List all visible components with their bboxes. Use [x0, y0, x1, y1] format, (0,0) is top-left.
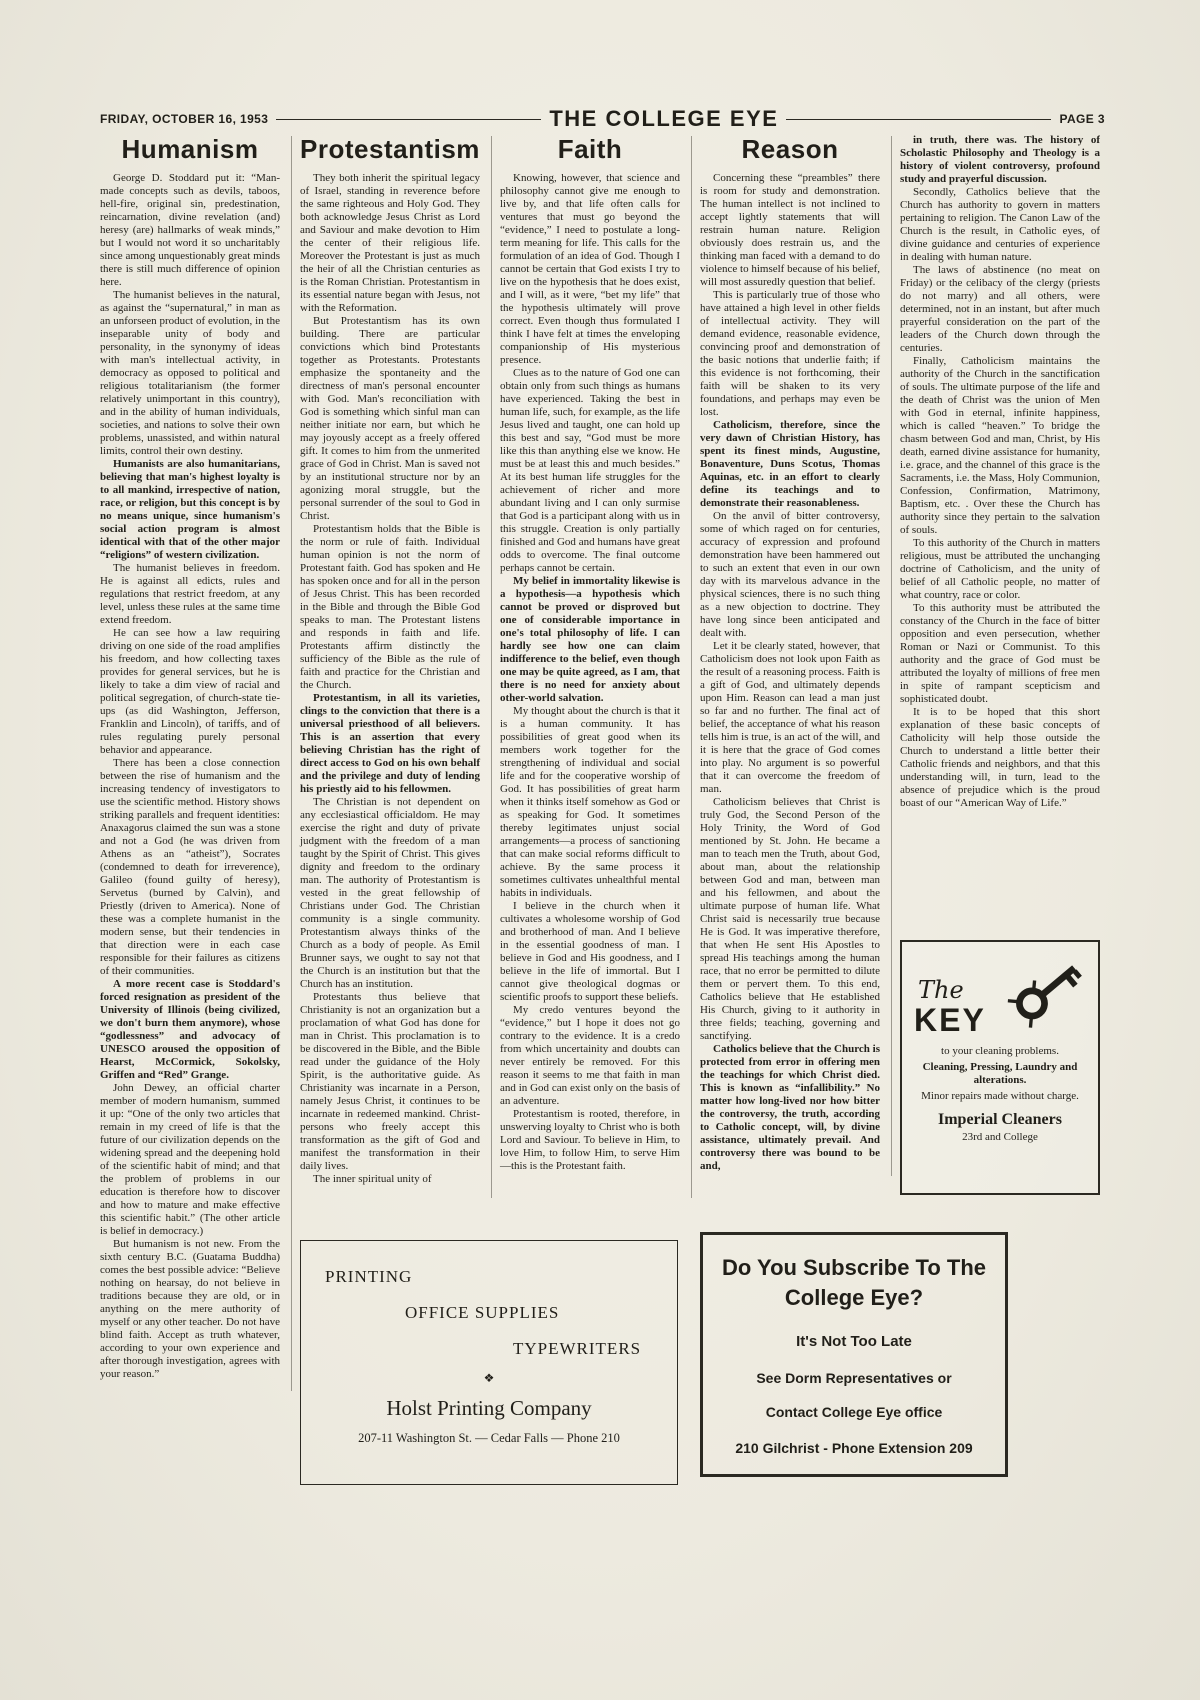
- diamond-ornament-icon: ❖: [483, 1371, 495, 1385]
- article-paragraph: John Dewey, an official charter member of modern humanism, summed it up: “One of the only two articles that remain in my creed of life is that the future of our civilization depends on the widening spread and the deepening hold of the scientific habit of mind; and that the problem of problems in our education is therefore how to discover and how to mature and make effective this scientific habit.” (The other article is belief in democracy.): [100, 1082, 280, 1237]
- article-paragraph: Protestants thus believe that Christianity is not an organization but a proclamation of what God has done for man in Christ. This proclamation is to be discovered in the Bible, and the Bible read under the guidance of the Holy Spirit, is the authoritative guide. As Christianity was incarnate in a Person, namely Jesus Christ, it continues to be incarnate in redeemed mankind. Christ-persons who freely accept this transformation as the gift of God and manifest the transformation in their daily lives.: [300, 991, 480, 1172]
- subscribe-ad-line: It's Not Too Late: [796, 1333, 912, 1350]
- column-divider-rule: [691, 136, 692, 1198]
- cleaners-ad-name: Imperial Cleaners: [938, 1111, 1062, 1128]
- article-paragraph: Catholicism believes that Christ is truly God, the Second Person of the Holy Trinity, the Word of God mentioned by St. John. He became a man to teach men the Truth, about God, about man, about the relationship between God and man, between man and his fellowmen, and about the ultimate purpose of human life. What Christ said is necessarily true because He is God. It was imperative therefore, that when He sent His Apostles to spread His teachings among the human race, that no error be permitted to dilute them or pervert them. To this end, Catholics believe that He established His Church, giving to it authority in three fields; teaching, governing and sanctifying.: [700, 796, 880, 1042]
- subscribe-ad-line: Contact College Eye office: [765, 1404, 943, 1420]
- article-paragraph: Knowing, however, that science and philosophy cannot give me enough to live by, and that life often calls for ventures that must go beyond the “evidence,” I need to postulate a long-term meaning for life. This calls for the formulation of an idea of God. Though I cannot be certain that God exists I try to live on the hypothesis that he does exist, and I will, as it were, “bet my life” that the hypothesis ultimately will prove correct. Even though thus formulated I think I have felt at times the enveloping companionship of His mysterious presence.: [500, 172, 680, 366]
- article-paragraph: The inner spiritual unity of: [313, 1173, 432, 1185]
- article-column-protestantism: [300, 134, 480, 1186]
- cleaners-ad-key: KEY: [914, 1002, 986, 1038]
- key-icon: [1002, 944, 1094, 1036]
- article-headline: Protestantism: [300, 134, 480, 164]
- subscribe-ad-line: College Eye?: [784, 1285, 924, 1310]
- article-paragraph: Secondly, Catholics believe that the Church has authority to govern in matters pertaining to religion. The Canon Law of the Church is the result, in Catholic eyes, of divine guidance and centuries of experience in dealing with human nature.: [900, 186, 1100, 263]
- subscribe-ad: [700, 1232, 1008, 1477]
- article-column-continuation: [900, 134, 1100, 934]
- column-divider-rule: [891, 136, 892, 1176]
- article-paragraph: The laws of abstinence (no meat on Friday) or the celibacy of the clergy (priests do not marry) and all others, were determined, not in an instant, but after much prayerful consideration on the part of the leaders of the Church down through the centuries.: [900, 264, 1100, 354]
- imperial-cleaners-ad: [900, 940, 1100, 1195]
- article-paragraph: It is to be hoped that this short explanation of these basic concepts of Catholicity will help those outside the Church to understand a little better their Catholic friends and neighbors, and that this understanding will, in turn, lead to the absence of prejudice which is the proud boast of our “American Way of Life.”: [900, 706, 1100, 809]
- article-paragraph: A more recent case is Stoddard's forced resignation as president of the University of Illinois (being civilized, we don't burn them anymore), whose “godlessness” and advocacy of UNESCO aroused the opposition of Hearst, McCormick, Sokolsky, Griffen and “Red” Grange.: [100, 978, 280, 1081]
- holst-printing-ad: [300, 1240, 678, 1485]
- subscribe-ad-line: 210 Gilchrist - Phone Extension 209: [735, 1440, 973, 1456]
- article-paragraph: Concerning these “preambles” there is room for study and demonstration. The human intellect is not inclined to accept lightly statements that will restrain human nature. Religion obviously does restrain us, and the thinking man faced with a demand to do violence to himself because of his belief, will most assuredly question that belief.: [700, 172, 880, 288]
- article-paragraph: Finally, Catholicism maintains the authority of the Church in the sanctification of souls. The ultimate purpose of the life and the death of Christ was the union of Men with God in eternal, infinite happiness, which is called “heaven.” To bridge the chasm between God and man, Christ, by His death, earned divine assistance for humanity, i.e. grace, and the channel of this grace is the Sacraments, i.e. the Mass, Holy Communion, Confession, Confirmation, Matrimony, Baptism, etc. . Over these the Church has authority since they pertain to the salvation of souls.: [900, 355, 1100, 536]
- subscribe-ad-line: See Dorm Representatives or: [756, 1370, 952, 1386]
- column-divider-rule: [291, 136, 292, 1391]
- article-paragraph: Humanists are also humanitarians, believing that man's highest loyalty is to all mankind, irrespective of nation, race, or religion, but this concept is by no means unique, since humanism's social action program is almost identical with that of the other major “religions” of western civilization.: [100, 458, 280, 561]
- article-paragraph: My belief in immortality likewise is a hypothesis—a hypothesis which cannot be proved or disproved but one of considerable importance in one's total philosophy of life. I can hardly see how one can claim indifference to the belief, even though one may be quite agreed, as I am, that there is no need for anxiety about other-world salvation.: [500, 575, 680, 704]
- article-paragraph: The humanist believes in the natural, as against the “supernatural,” in man as an unforseen product of evolution, in the inseparable unity of body and personality, in the synonymy of ideas with man's intellectual activity, in democracy as opposed to political and religious totalitarianism (the former relatively unimportant in this country), and in the ability of human individuals, societies, and nations to solve their own problems, unassisted, and within natural limits, control their own destiny.: [100, 289, 280, 457]
- article-paragraph: The humanist believes in freedom. He is against all edicts, rules and regulations that restrict freedom, at any level, unless these rules at the same time extend freedom.: [100, 562, 280, 626]
- article-headline: Reason: [741, 134, 839, 164]
- article-paragraph: Protestantism, in all its varieties, clings to the conviction that there is a universal priesthood of all believers. This is an assertion that every believing Christian has the right of direct access to God on his own behalf and the privilege and duty of lending his priestly aid to his fellowmen.: [300, 692, 480, 795]
- article-paragraph: But humanism is not new. From the sixth century B.C. (Guatama Buddha) comes the best possible advice: “Believe nothing on hearsay, do not believe in traditions because they are old, or in anything on the mere authority of myself or any other teacher. Do not have blind faith. Accept as truth whatever, according to your own experience and after thorough investigation, agrees with your reason.”: [100, 1238, 280, 1380]
- printing-ad-company: Holst Printing Company: [386, 1396, 592, 1420]
- article-paragraph: Protestantism holds that the Bible is the norm or rule of faith. Individual human opinion is not the norm of Protestant faith. God has spoken and He has spoken once and for all in the person of Jesus Christ. This has been recorded in the Bible and through the Bible God speaks to man. The Protestant listens and responds in faith and life. Protestants affirm distinctly the sufficiency of the Bible as the rule of faith and practice for the Christian and the Church.: [300, 523, 480, 691]
- cleaners-ad-line: Minor repairs made without charge.: [921, 1090, 1079, 1102]
- article-paragraph: Catholicism, therefore, since the very dawn of Christian History, has spent its finest minds, Augustine, Bonaventure, Duns Scotus, Thomas Aquinas, etc. in an effort to clearly define its teachings and to demonstrate their reasonableness.: [700, 419, 880, 509]
- header-rule-right: [786, 119, 1051, 120]
- article-paragraph: To this authority of the Church in matters religious, must be attributed the unchanging doctrine of Catholicism, and the unity of belief of all Catholic people, no matter of what country, race or color.: [900, 537, 1100, 601]
- page-date: FRIDAY, OCTOBER 16, 1953: [100, 112, 269, 126]
- cleaners-ad-address: 23rd and College: [962, 1131, 1038, 1143]
- page-header: [100, 106, 1105, 132]
- article-paragraph: He can see how a law requiring driving on one side of the road amplifies his freedom, and how collecting taxes provides for general services, but he is likely to take a dim view of racial and political segregation, of church-state tie-ups (as did Washington, Jefferson, Franklin and Lincoln), of tariffs, and of rules regulating purely personal behavior and appearance.: [100, 627, 280, 756]
- printing-ad-address: 207-11 Washington St. — Cedar Falls — Phone 210: [358, 1431, 620, 1445]
- article-headline: Humanism: [121, 134, 259, 164]
- article-paragraph: in truth, there was. The history of Scholastic Philosophy and Theology is a history of violent controversy, profound study and prayerful discussion.: [900, 134, 1100, 185]
- cleaners-ad-line: Cleaning, Pressing, Laundry and alterations.: [922, 1061, 1078, 1086]
- header-rule-left: [276, 119, 541, 120]
- key-artwork: [902, 942, 1098, 1042]
- article-paragraph: George D. Stoddard put it: “Man-made concepts such as devils, taboos, hell-fire, original sin, predestination, reincarnation, divine revelation (and) heresy (are) hallmarks of weak minds,” but I would not word it so uncharitably since among unquestionably great minds there is still much difference of opinion here.: [100, 172, 280, 288]
- article-column-humanism: [100, 134, 280, 1381]
- article-paragraph: My credo ventures beyond the “evidence,” but I hope it does not go contrary to the evidence. It is a credo from which uncertainity and doubts can never entirely be removed. For this reason it seems to me that faith in man and in God can exist only on the basis of an adventure.: [500, 1004, 680, 1107]
- article-column-reason: [700, 134, 880, 1173]
- article-paragraph: Protestantism is rooted, therefore, in unswerving loyalty to Christ who is both Lord and Saviour. To believe in Him, to love Him, to follow Him, to serve Him—this is the Protestant faith.: [500, 1108, 680, 1172]
- article-paragraph: There has been a close connection between the rise of humanism and the increasing tendency of investigators to use the scientific method. History shows striking parallels and frequent identities: Anaxagorus claimed the sun was a stone and not a God (he was driven from Athens as an “atheist”), Socrates (condemned to death for irreverence), Galileo (found guilty of heresy), Servetus (burned by Calvin), and Priestly (driven to America). None of these was a complete humanist in the modern sense, but their tendencies in that direction were in each case responsible for their failures as citizens of their communities.: [100, 757, 280, 977]
- article-paragraph: But Protestantism has its own building. There are particular convictions which bind Protestants together as Protestants. Protestants emphasize the spontaneity and the directness of man's personal encounter with God. Man's reconciliation with God is something which sinful man can neither initiate nor earn, but which he may joyously accept as a freely offered gift. It comes to him from the unmerited grace of God in Christ. Man is saved not by an institutional structure nor by an agonizing moral struggle, but the personal surrender of the soul to God in Christ.: [300, 315, 480, 522]
- printing-ad-line: TYPEWRITERS: [513, 1339, 642, 1358]
- article-paragraph: I believe in the church when it cultivates a wholesome worship of God and brotherhood of man. And I believe in the essential goodness of man. I believe in God and His goodness, and I believe in the life of immortal. But I cannot give theological dogmas or scientific proofs to support these beliefs.: [500, 900, 680, 1003]
- article-paragraph: They both inherit the spiritual legacy of Israel, standing in reverence before the same righteous and Holy God. They both acknowledge Jesus Christ as Lord and Saviour and make devotion to Him the center of their religious life. Moreover the Protestant is just as much the heir of all the Christian centuries as is the Roman Christian. Protestantism in its essential nature began with Jesus, not with the Reformation.: [300, 172, 480, 314]
- article-headline: Faith: [557, 134, 623, 164]
- cleaners-ad-the: The: [918, 976, 964, 1004]
- article-paragraph: This is particularly true of those who have attained a high level in other fields of intellectual activity. They will demand evidence, reasonable evidence, convincing proof and demonstration of the basic notions that underlie faith; if this evidence is not forthcoming, their faith will be shaken to its very foundations, and perhaps may even be lost.: [700, 289, 880, 418]
- article-column-faith: [500, 134, 680, 1173]
- article-paragraph: To this authority must be attributed the constancy of the Church in the face of bitter opposition and even persecution, whether Roman or Nazi or Communist. To this authority and the grace of God must be attributed the loyalty of millions of free men in spite of rampant scepticism and sophisticated doubt.: [900, 602, 1100, 705]
- article-paragraph: My thought about the church is that it is a human community. It has possibilities of great good when its members work together for the strengthening of individual and social life and for the cooperative worship of God. It has possibilities of great harm when it thinks itself somehow as God or as speaking for God. It sometimes thereby legitimates unjust social arrangements—a process of sanctioning that can make social reforms difficult to achieve. By the same process it sometimes cultivates unhealthful mental habits in individuals.: [500, 705, 680, 899]
- masthead-title: THE COLLEGE EYE: [549, 106, 779, 131]
- subscribe-ad-line: Do You Subscribe To The: [721, 1255, 987, 1280]
- printing-ad-line: PRINTING: [325, 1267, 413, 1286]
- column-divider-rule: [491, 136, 492, 1198]
- printing-ad-line: OFFICE SUPPLIES: [405, 1303, 560, 1322]
- article-paragraph: Catholics believe that the Church is protected from error in offering men the teachings for which Christ died. This is known as “infallibility.” No matter how long-lived nor how bitter the controversy, the truth, according to Catholic concept, will, by divine assistance, ultimately prevail. And controversy there was bound to be and,: [700, 1043, 880, 1172]
- article-paragraph: The Christian is not dependent on any ecclesiastical officialdom. He may exercise the right and duty of private judgment with the freedom of a man taught by the Spirit of Christ. This gives dignity and freedom to the ordinary man. The authority of Protestantism is vested in the great fellowship of Christians under God. The Christian community is a single community. Protestantism always thinks of the Church as a body of people. As Emil Brunner says, we ought to say not that the Church is an institution but that the Church has an institution.: [300, 796, 480, 990]
- article-paragraph: Clues as to the nature of God one can obtain only from such things as humans have experienced. Taking the best in human life, such, for example, as the life Jesus lived and taught, one can hold up this best and say, “God must be more like this than anything else we know. He must be at least this and much besides.” At its best human life struggles for the achievement of richer and more abundant living and I can only surmise that God is a participant along with us in this struggle. Creation is only partially finished and God and humans have great odds to overcome. The final outcome perhaps cannot be certain.: [500, 367, 680, 574]
- article-paragraph: Let it be clearly stated, however, that Catholicism does not look upon Faith as the result of a reasoning process. Faith is a gift of God, and ultimately depends upon Him. Reason can lead a man just so far and no further. The final act of belief, the acceptance of what his reason tells him is true, is an act of the will, and it is here that the grace of God comes into play. No argument is so powerful that it can overcome the freedom of man.: [700, 640, 880, 795]
- cleaners-ad-line: to your cleaning problems.: [941, 1045, 1059, 1057]
- page-number: PAGE 3: [1059, 112, 1105, 126]
- article-paragraph: On the anvil of bitter controversy, some of which raged on for centuries, accuracy of expression and profound demonstration have been hammered out to such an extent that even in our own day with its marvelous advance in the physical sciences, there is no such thing as a new objection to doctrine. They have long since been anticipated and dealt with.: [700, 510, 880, 639]
